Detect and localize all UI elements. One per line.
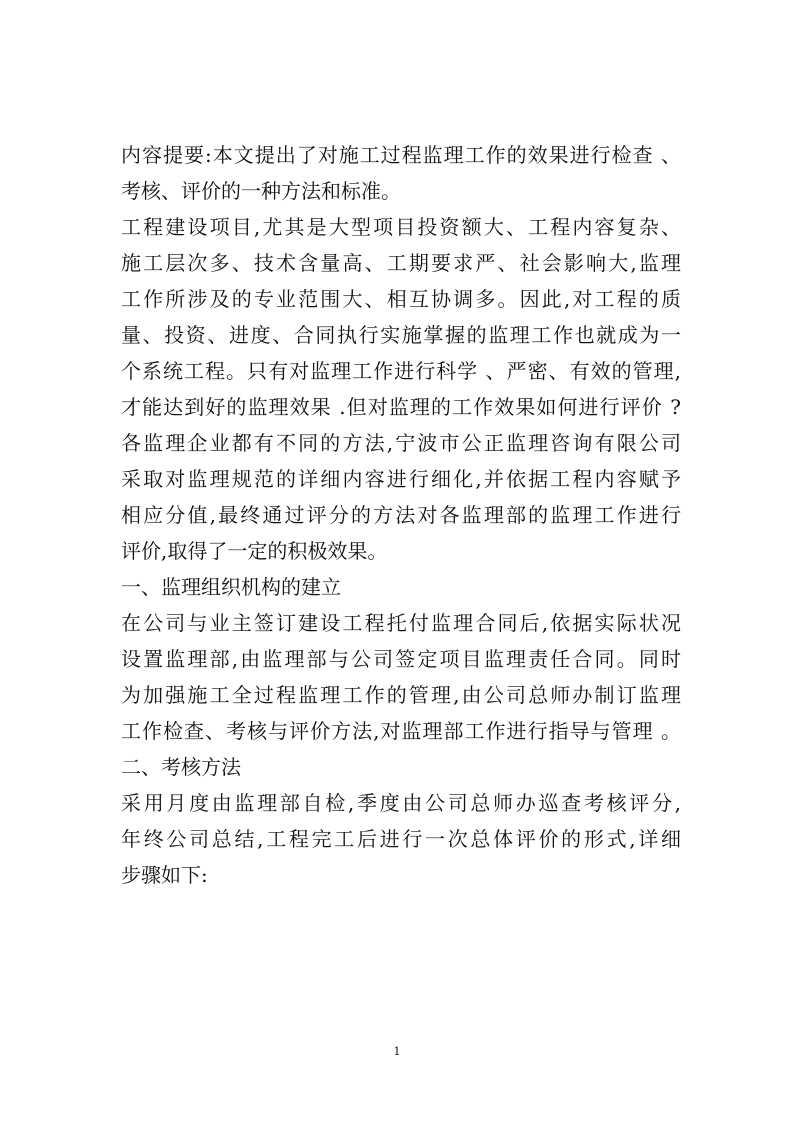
body-text [121, 137, 681, 893]
text-line: 量、投资、进度、合同执行实施掌握的监理工作也就成为一 [121, 323, 681, 347]
text-line: 工作检查、考核与评价方法,对监理部工作进行指导与管理 。 [121, 719, 681, 743]
text-line: 为加强施工全过程监理工作的管理,由公司总师办制订监理 [121, 683, 681, 707]
text-line: 一、监理组织机构的建立 [121, 575, 341, 599]
text-line: 个系统工程。只有对监理工作进行科学 、严密、有效的管理, [121, 359, 681, 383]
page-number: 1 [393, 1045, 401, 1058]
text-line: 年终公司总结,工程完工后进行一次总体评价的形式,详细 [121, 827, 681, 851]
text-line: 采用月度由监理部自检,季度由公司总师办巡查考核评分, [121, 791, 681, 815]
text-line: 在公司与业主签订建设工程托付监理合同后,依据实际状况 [121, 611, 681, 635]
text-line: 才能达到好的监理效果 .但对监理的工作效果如何进行评价 ? [121, 395, 681, 419]
text-line: 评价,取得了一定的积极效果。 [121, 539, 388, 563]
text-line: 二、考核方法 [121, 755, 241, 779]
text-line: 采取对监理规范的详细内容进行细化,并依据工程内容赋予 [121, 467, 681, 491]
text-line: 工程建设项目,尤其是大型项目投资额大、工程内容复杂、 [121, 215, 681, 239]
text-line: 工作所涉及的专业范围大、相互协调多。因此,对工程的质 [121, 287, 681, 311]
text-line: 内容提要:本文提出了对施工过程监理工作的效果进行检查 、 [121, 143, 681, 167]
text-line: 各监理企业都有不同的方法,宁波市公正监理咨询有限公司 [121, 431, 681, 455]
text-line: 考核、评价的一种方法和标准。 [121, 179, 401, 203]
text-line: 设置监理部,由监理部与公司签定项目监理责任合同。同时 [121, 647, 681, 671]
text-line: 步骤如下: [121, 863, 208, 887]
text-line: 相应分值,最终通过评分的方法对各监理部的监理工作进行 [121, 503, 681, 527]
text-line: 施工层次多、技术含量高、工期要求严、社会影响大,监理 [121, 251, 681, 275]
